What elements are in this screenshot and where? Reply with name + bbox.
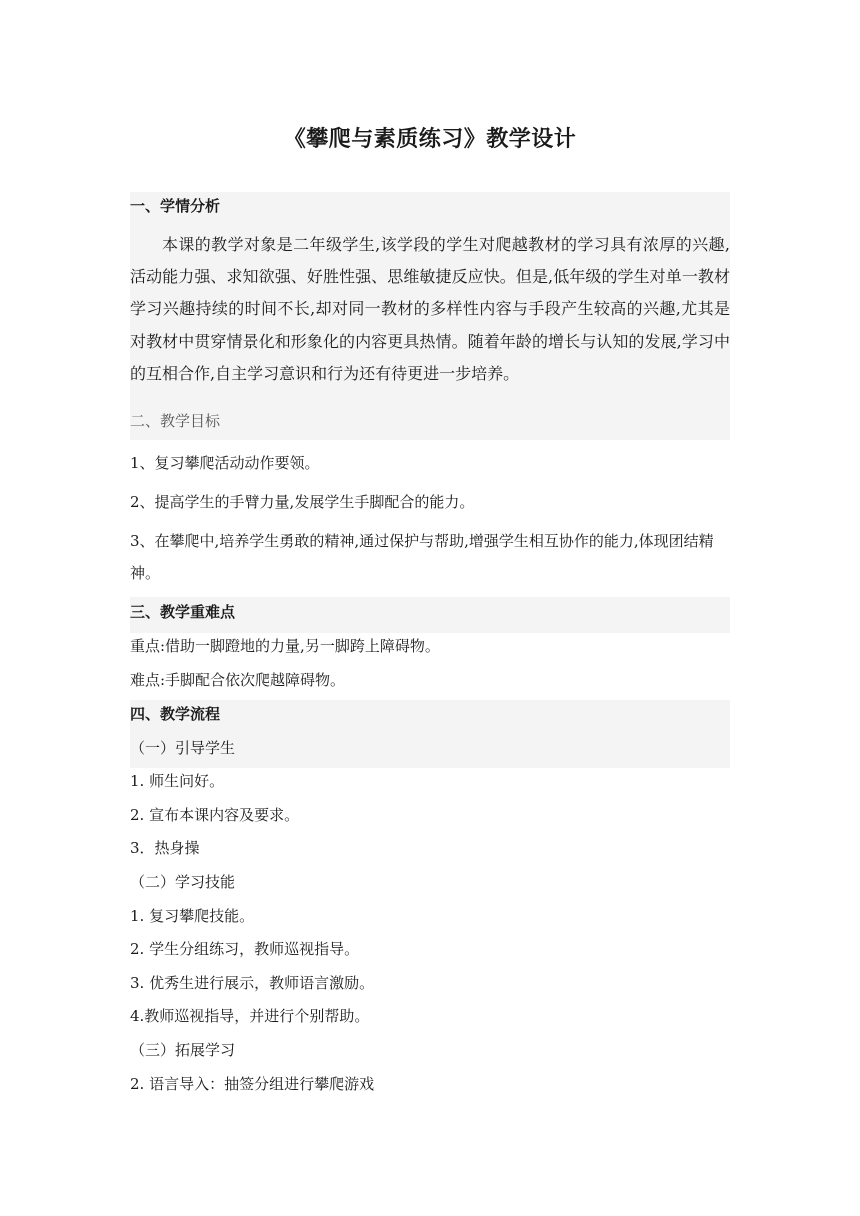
section-heading-1: 一、学情分析 (130, 197, 221, 215)
section-heading-4: 四、教学流程 (130, 705, 221, 723)
section-heading-2: 二、教学目标 (130, 412, 221, 430)
flow-item: 2. 语言导入：抽签分组进行攀爬游戏 (130, 1075, 375, 1093)
difficult-point: 难点:手脚配合依次爬越障碍物。 (130, 671, 346, 689)
subsection-heading-3: （三）拓展学习 (130, 1041, 236, 1059)
flow-item: 3. 优秀生进行展示，教师语言激励。 (130, 974, 375, 992)
document-title: 《攀爬与素质练习》教学设计 (283, 126, 577, 152)
flow-item: 2. 宣布本课内容及要求。 (130, 806, 300, 824)
flow-item: 2. 学生分组练习，教师巡视指导。 (130, 940, 360, 958)
objective-item: 1、复习攀爬活动动作要领。 (130, 454, 320, 472)
section-1-paragraph: 本课的教学对象是二年级学生,该学段的学生对爬越教材的学习具有浓厚的兴趣,活动能力强、求知欲强、好胜性强、思维敏捷反应快。但是,低年级的学生对单一教材学习兴趣持续的时间不长,却对同一教材的多样性内容与手段产生较高的兴趣,尤其是对教材中贯穿情景化和形象化的内容更具热情。随着年龄的增长与认知的发展,学习中的互相合作,自主学习意识和行为还有待更进一步培养。 (130, 235, 730, 383)
objective-item: 2、提高学生的手臂力量,发展学生手脚配合的能力。 (130, 493, 475, 511)
subsection-heading-2: （二）学习技能 (130, 873, 236, 891)
flow-item: 3．热身操 (130, 839, 200, 857)
subsection-heading-1: （一）引导学生 (130, 739, 236, 757)
flow-item: 1. 师生问好。 (130, 772, 225, 790)
objective-item: 3、在攀爬中,培养学生勇敢的精神,通过保护与帮助,增强学生相互协作的能力,体现团结精神。 (130, 532, 714, 582)
flow-item: 4.教师巡视指导，并进行个别帮助。 (130, 1007, 370, 1025)
key-point: 重点:借助一脚蹬地的力量,另一脚跨上障碍物。 (130, 637, 440, 655)
section-heading-3: 三、教学重难点 (130, 603, 236, 621)
flow-item: 1. 复习攀爬技能。 (130, 907, 255, 925)
